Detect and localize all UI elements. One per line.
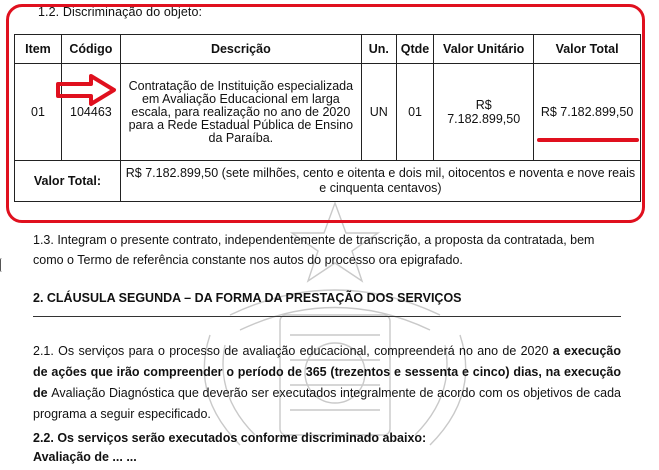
margin-mark bbox=[0, 258, 4, 272]
clause-title-rule bbox=[33, 316, 621, 317]
p21-text-b: a execução de ações que irão compreender o período de 365 (trezentos e sessenta e cinco) dias, na execução de bbox=[33, 344, 621, 400]
table-total-row bbox=[15, 161, 641, 202]
header-un: Un. bbox=[361, 35, 396, 64]
valor-unitario-currency: R$ bbox=[475, 98, 492, 112]
header-codigo: Código bbox=[61, 35, 120, 64]
header-item: Item bbox=[15, 35, 62, 64]
cell-valor-total: R$ 7.182.899,50 bbox=[534, 64, 641, 161]
total-value-text: R$ 7.182.899,50 (sete milhões, cento e oitenta e dois mil, oitocentos e noventa e nove reais e cinquenta centavos) bbox=[120, 161, 640, 202]
cell-item: 01 bbox=[15, 64, 62, 161]
cell-codigo: 104463 bbox=[61, 64, 120, 161]
cell-un: UN bbox=[361, 64, 396, 161]
clause-2-title: 2. CLÁUSULA SEGUNDA – DA FORMA DA PRESTAÇÃO DOS SERVIÇOS bbox=[33, 291, 462, 305]
header-valor-total: Valor Total bbox=[534, 35, 641, 64]
paragraph-2-1 bbox=[33, 341, 621, 425]
total-label: Valor Total: bbox=[15, 161, 121, 202]
section-title: 1.2. Discriminação do objeto: bbox=[38, 5, 203, 19]
table-header-row bbox=[15, 35, 641, 64]
red-underline-mark bbox=[537, 138, 639, 142]
paragraph-2-3-partial: Avaliação de ... ... bbox=[33, 450, 137, 464]
header-valor-unitario: Valor Unitário bbox=[434, 35, 534, 64]
header-qtde: Qtde bbox=[396, 35, 433, 64]
cell-valor-unitario bbox=[434, 64, 534, 161]
p21-text-a: 2.1. Os serviços para o processo de avaliação educacional, compreenderá no ano de 2020 bbox=[33, 344, 553, 358]
cell-descricao: Contratação de Instituição especializada em Avaliação Educacional em larga escala, para realização no ano de 2020 para a Rede Estadual Pública de Ensino da Paraíba. bbox=[120, 64, 361, 161]
valor-unitario-amount: 7.182.899,50 bbox=[447, 112, 521, 126]
cell-qtde: 01 bbox=[396, 64, 433, 161]
object-table bbox=[14, 34, 641, 202]
p21-text-c: Avaliação Diagnóstica que deverão ser executados integralmente de acordo com os objetivos de cada programa a seguir especificado. bbox=[33, 386, 621, 421]
paragraph-1-3: 1.3. Integram o presente contrato, independentemente de transcrição, a proposta da contratada, bem como o Termo de referência constante nos autos do processo ora epigrafado. bbox=[33, 233, 595, 267]
paragraph-2-2: 2.2. Os serviços serão executados conforme discriminado abaixo: bbox=[33, 431, 427, 445]
red-arrow-icon bbox=[55, 73, 117, 107]
header-descricao: Descrição bbox=[120, 35, 361, 64]
